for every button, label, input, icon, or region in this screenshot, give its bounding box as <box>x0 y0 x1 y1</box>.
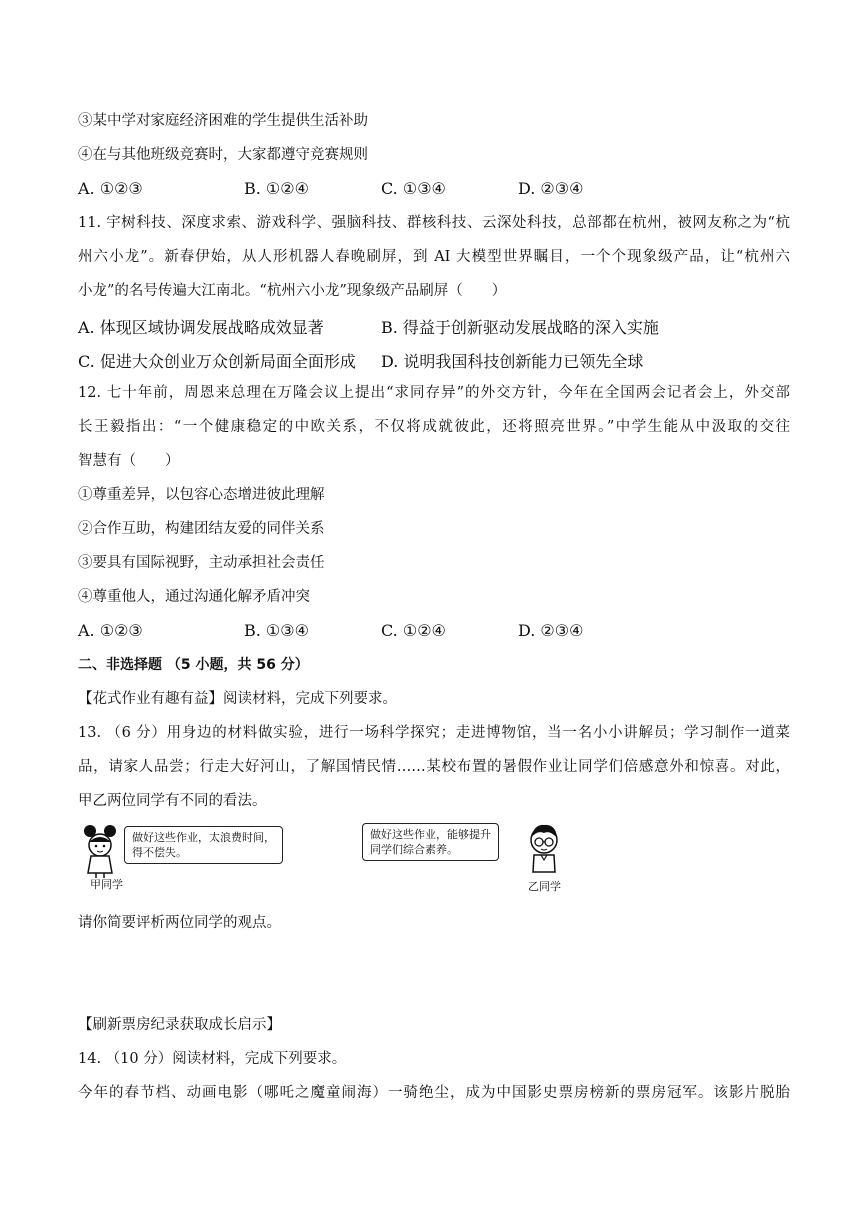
q13-prompt: 请你简要评析两位同学的观点。 <box>78 915 281 931</box>
q12-option-d: D. ②③④ <box>518 621 584 640</box>
q12-option-b: B. ①③④ <box>244 621 309 640</box>
q12-item-1: ①尊重差异，以包容心态增进彼此理解 <box>78 487 325 503</box>
q12-stem-line-3: 智慧有（ ） <box>78 453 180 469</box>
q12-item-4: ④尊重他人，通过沟通化解矛盾冲突 <box>78 589 310 605</box>
boy-student-icon <box>524 820 564 882</box>
q10-item-3: ③某中学对家庭经济困难的学生提供生活补助 <box>78 113 368 129</box>
q10-option-b: B. ①②④ <box>244 179 309 198</box>
student-b-bubble-line-1: 做好这些作业，能够提升 <box>370 828 491 841</box>
girl-student-icon <box>80 823 120 879</box>
student-a-bubble-line-2: 得不偿失。 <box>132 846 187 859</box>
q12-item-3: ③要具有国际视野，主动承担社会责任 <box>78 555 325 571</box>
q11-option-c: C. 促进大众创业万众创新局面全面形成 <box>78 352 356 371</box>
student-b-caption: 乙同学 <box>528 880 561 893</box>
q11-option-a: A. 体现区域协调发展战略成效显著 <box>78 318 324 337</box>
q10-item-4: ④在与其他班级竞赛时，大家都遵守竞赛规则 <box>78 147 368 163</box>
q11-option-b: B. 得益于创新驱动发展战略的深入实施 <box>381 318 659 337</box>
student-b-bubble-line-2: 同学们综合素养。 <box>370 843 458 856</box>
q11-stem-line-2: 州六小龙”。新春伊始，从人形机器人春晚刷屏，到 AI 大模型世界瞩目，一个个现象级产品，让“杭州六 <box>78 249 790 265</box>
q12-option-a: A. ①②③ <box>78 621 143 640</box>
q12-item-2: ②合作互助，构建团结友爱的同伴关系 <box>78 521 325 537</box>
q10-option-a: A. ①②③ <box>78 179 143 198</box>
q14-stem-line-1: 14. （10 分）阅读材料，完成下列要求。 <box>78 1051 347 1067</box>
q11-option-d: D. 说明我国科技创新能力已领先全球 <box>381 352 644 371</box>
section-2-intro: 【花式作业有趣有益】阅读材料，完成下列要求。 <box>78 691 397 707</box>
student-a-bubble-line-1: 做好这些作业，太浪费时间， <box>132 831 275 844</box>
student-b-speech-bubble <box>362 823 499 861</box>
q10-option-c: C. ①③④ <box>381 179 446 198</box>
student-a-caption: 甲同学 <box>90 878 123 891</box>
q12-stem-line-2: 长王毅指出：“一个健康稳定的中欧关系，不仅将成就彼此，还将照亮世界。”中学生能从中汲取的交往 <box>78 419 790 435</box>
student-a-speech-bubble <box>124 826 283 864</box>
q12-option-c: C. ①②④ <box>381 621 446 640</box>
q13-stem-line-2: 品，请家人品尝；行走大好河山，了解国情民情……某校布置的暑假作业让同学们倍感意外和惊喜。对此， <box>78 759 790 775</box>
section-3-intro: 【刷新票房纪录获取成长启示】 <box>78 1017 281 1033</box>
q14-stem-line-2: 今年的春节档、动画电影（哪吒之魔童闹海）一骑绝尘，成为中国影史票房榜新的票房冠军。该影片脱胎 <box>78 1085 790 1101</box>
q13-stem-line-1: 13. （6 分）用身边的材料做实验，进行一场科学探究；走进博物馆，当一名小小讲解员；学习制作一道菜 <box>78 725 790 741</box>
section-2-title: 二、非选择题 （5 小题，共 56 分） <box>78 657 309 673</box>
q13-stem-line-3: 甲乙两位同学有不同的看法。 <box>78 793 267 809</box>
q11-stem-line-3: 小龙”的名号传遍大江南北。“杭州六小龙”现象级产品刷屏（ ） <box>78 283 507 299</box>
q12-stem-line-1: 12. 七十年前，周恩来总理在万隆会议上提出“求同存异”的外交方针，今年在全国两会记者会上，外交部 <box>78 385 790 401</box>
q11-stem-line-1: 11. 宇树科技、深度求索、游戏科学、强脑科技、群核科技、云深处科技，总部都在杭州，被网友称之为“杭 <box>78 215 790 231</box>
q10-option-d: D. ②③④ <box>518 179 584 198</box>
